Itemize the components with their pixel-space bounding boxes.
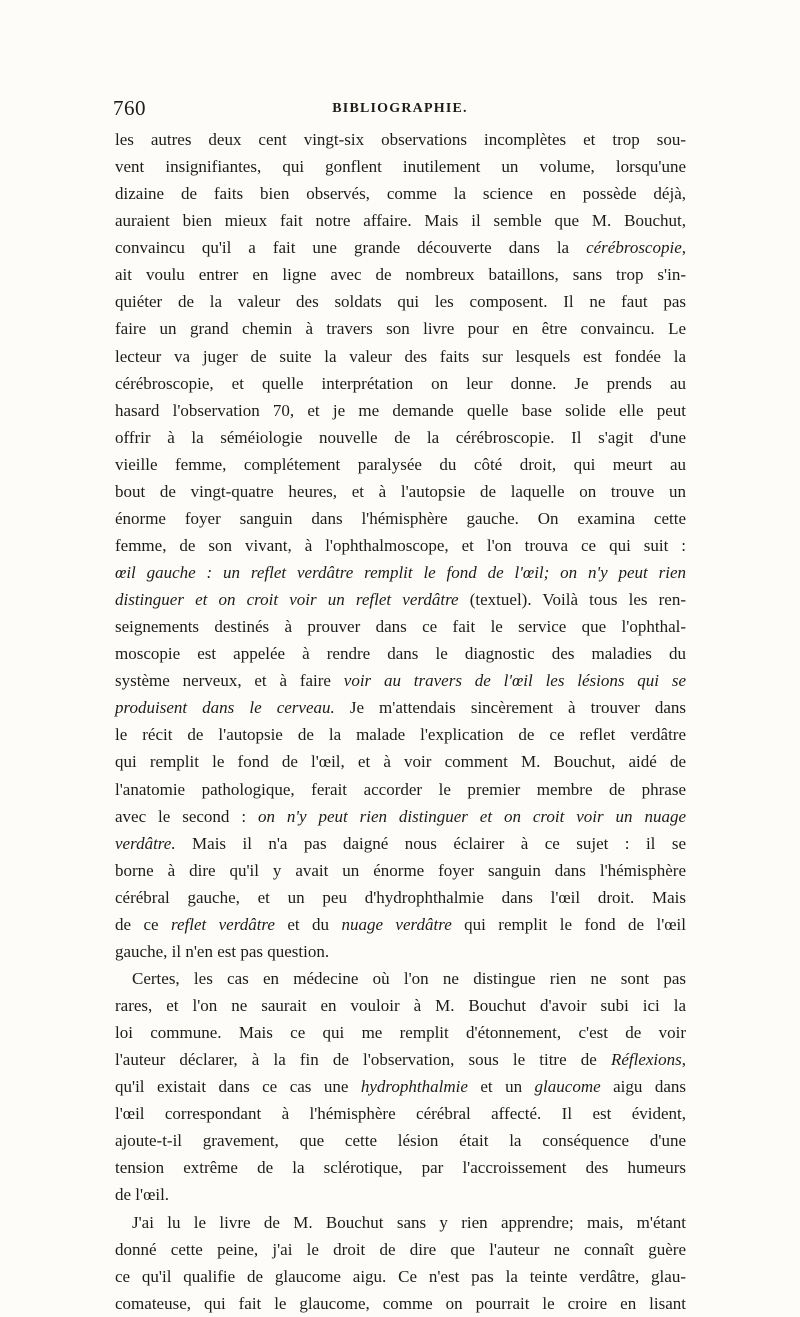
text-line — [115, 126, 686, 153]
text-line — [115, 667, 686, 694]
text-span: de ce — [115, 914, 171, 934]
text-span: qui remplit le fond de l'œil, et à voir comment M. Bouchut, aidé de — [115, 752, 686, 772]
italic-text: distinguer et on croit voir un reflet verdâtre — [115, 590, 459, 610]
text-line — [115, 505, 686, 532]
text-line — [115, 315, 686, 342]
text-line — [115, 1100, 686, 1127]
italic-text: verdâtre. — [115, 833, 176, 853]
italic-text: Réflexions — [610, 1050, 682, 1070]
text-line — [115, 1236, 686, 1263]
text-line — [115, 1073, 686, 1100]
text-line — [115, 180, 686, 207]
body-text — [115, 126, 686, 1317]
text-span: donné cette peine, j'ai le droit de dire que l'auteur ne connaît guère — [115, 1239, 686, 1259]
text-line — [115, 1181, 686, 1208]
italic-text: on n'y peut rien distinguer et on croit voir un nuage — [257, 806, 686, 826]
text-line — [115, 992, 686, 1019]
text-line — [115, 803, 686, 830]
text-line — [115, 586, 686, 613]
italic-text: œil gauche : un reflet verdâtre remplit le fond de l'œil; on n'y peut rien — [115, 563, 686, 582]
text-line — [115, 694, 686, 721]
italic-text: hydrophthalmie — [360, 1077, 468, 1097]
text-span: auraient bien mieux fait notre affaire. Mais il semble que M. Bouchut, — [115, 211, 686, 231]
text-line — [115, 911, 686, 938]
text-span: Je m'attendais sincèrement à trouver dans — [334, 698, 686, 718]
text-span: bout de vingt-quatre heures, et à l'autopsie de laquelle on trouve un — [115, 481, 686, 501]
text-span: faire un grand chemin à travers son livre pour en être convaincu. Le — [115, 319, 686, 339]
text-span: comateuse, qui fait le glaucome, comme on pourrait le croire en lisant — [115, 1293, 686, 1313]
text-span: lecteur va juger de suite la valeur des faits sur lesquels est fondée la — [115, 346, 686, 366]
text-line — [115, 1290, 686, 1317]
text-span: ajoute-t-il gravement, que cette lésion était la conséquence d'une — [115, 1131, 686, 1151]
italic-text: cérébroscopie — [586, 238, 682, 258]
text-line — [115, 207, 686, 234]
text-line — [115, 1209, 686, 1236]
text-line — [115, 1127, 686, 1154]
text-span: ce qu'il qualifie de glaucome aigu. Ce n'est pas la teinte verdâtre, glau- — [115, 1266, 686, 1286]
text-line — [115, 938, 686, 965]
text-span: tension extrême de la sclérotique, par l'accroissement des humeurs — [115, 1158, 686, 1178]
text-span: loi commune. Mais ce qui me remplit d'étonnement, c'est de voir — [115, 1023, 686, 1043]
italic-text: nuage verdâtre — [341, 914, 452, 934]
text-span: femme, de son vivant, à l'ophthalmoscope, et l'on trouva ce qui suit : — [115, 535, 686, 555]
text-span: aigu dans — [600, 1077, 686, 1097]
text-span: ait voulu entrer en ligne avec de nombreux bataillons, sans trop s'in- — [115, 265, 686, 285]
text-line — [115, 1019, 686, 1046]
text-line — [115, 965, 686, 992]
text-line — [115, 721, 686, 748]
text-span: vieille femme, complétement paralysée du côté droit, qui meurt au — [115, 454, 686, 474]
text-line — [115, 288, 686, 315]
text-line — [115, 776, 686, 803]
page-number: 760 — [113, 96, 146, 120]
text-span: les autres deux cent vingt-six observations incomplètes et trop sou- — [115, 130, 686, 149]
text-span: quiéter de la valeur des soldats qui les composent. Il ne faut pas — [115, 292, 686, 312]
text-line — [115, 884, 686, 911]
text-span: de l'œil. — [115, 1185, 170, 1205]
text-span: qui remplit le fond de l'œil — [451, 914, 687, 934]
text-span: borne à dire qu'il y avait un énorme foyer sanguin dans l'hémisphère — [115, 860, 686, 880]
text-span: cérébroscopie, et quelle interprétation on leur donne. Je prends au — [115, 373, 686, 393]
text-line — [115, 1263, 686, 1290]
text-span: vent insignifiantes, qui gonflent inutilement un volume, lorsqu'une — [115, 157, 686, 177]
text-span: , — [681, 1050, 686, 1070]
text-span: offrir à la séméiologie nouvelle de la cérébroscopie. Il s'agit d'une — [115, 427, 686, 447]
text-line — [115, 640, 686, 667]
text-line — [115, 261, 686, 288]
italic-text: glaucome — [534, 1077, 601, 1097]
text-span: Certes, les cas en médecine où l'on ne distingue rien ne sont pas — [132, 968, 686, 988]
text-line — [115, 559, 686, 586]
text-span: dizaine de faits bien observés, comme la science en possède déjà, — [115, 184, 686, 204]
text-span: l'œil correspondant à l'hémisphère cérébral affecté. Il est évident, — [115, 1104, 686, 1124]
text-line — [115, 830, 686, 857]
text-line — [115, 748, 686, 775]
text-span: hasard l'observation 70, et je me demande quelle base solide elle peut — [115, 400, 686, 420]
text-line — [115, 478, 686, 505]
text-span: Mais il n'a pas daigné nous éclairer à ce sujet : il se — [175, 833, 686, 853]
text-line — [115, 857, 686, 884]
text-span: , — [681, 238, 686, 258]
text-line — [115, 1154, 686, 1181]
text-line — [115, 532, 686, 559]
text-span: système nerveux, et à faire — [115, 671, 344, 691]
text-line — [115, 343, 686, 370]
text-line — [115, 153, 686, 180]
text-span: qu'il existait dans ce cas une — [115, 1077, 361, 1097]
text-line — [115, 1046, 686, 1073]
italic-text: reflet verdâtre — [170, 914, 275, 934]
running-title: BIBLIOGRAPHIE. — [332, 101, 468, 116]
text-span: convaincu qu'il a fait une grande découverte dans la — [115, 238, 587, 258]
text-span: et un — [467, 1077, 535, 1097]
text-line — [115, 613, 686, 640]
text-span: l'auteur déclarer, à la fin de l'observation, sous le titre de — [115, 1050, 611, 1070]
text-span: (textuel). Voilà tous les ren- — [458, 590, 686, 610]
text-line — [115, 397, 686, 424]
text-span: l'anatomie pathologique, ferait accorder le premier membre de phrase — [115, 779, 686, 799]
text-span: et du — [274, 914, 342, 934]
text-line — [115, 424, 686, 451]
text-span: énorme foyer sanguin dans l'hémisphère gauche. On examina cette — [115, 508, 686, 528]
text-span: avec le second : — [115, 806, 258, 826]
italic-text: voir au travers de l'œil les lésions qui se — [343, 671, 686, 691]
italic-text: produisent dans le cerveau. — [115, 698, 335, 718]
text-span: le récit de l'autopsie de la malade l'explication de ce reflet verdâtre — [115, 725, 686, 745]
text-span: cérébral gauche, et un peu d'hydrophthalmie dans l'œil droit. Mais — [115, 887, 686, 907]
text-line — [115, 234, 686, 261]
text-span: gauche, il n'en est pas question. — [115, 941, 330, 961]
text-span: moscopie est appelée à rendre dans le diagnostic des maladies du — [115, 644, 686, 664]
text-line — [115, 451, 686, 478]
text-span: J'ai lu le livre de M. Bouchut sans y rien apprendre; mais, m'étant — [132, 1212, 686, 1232]
text-span: rares, et l'on ne saurait en vouloir à M. Bouchut d'avoir subi ici la — [115, 996, 686, 1015]
text-span: seignements destinés à prouver dans ce fait le service que l'ophthal- — [115, 617, 686, 637]
text-line — [115, 370, 686, 397]
